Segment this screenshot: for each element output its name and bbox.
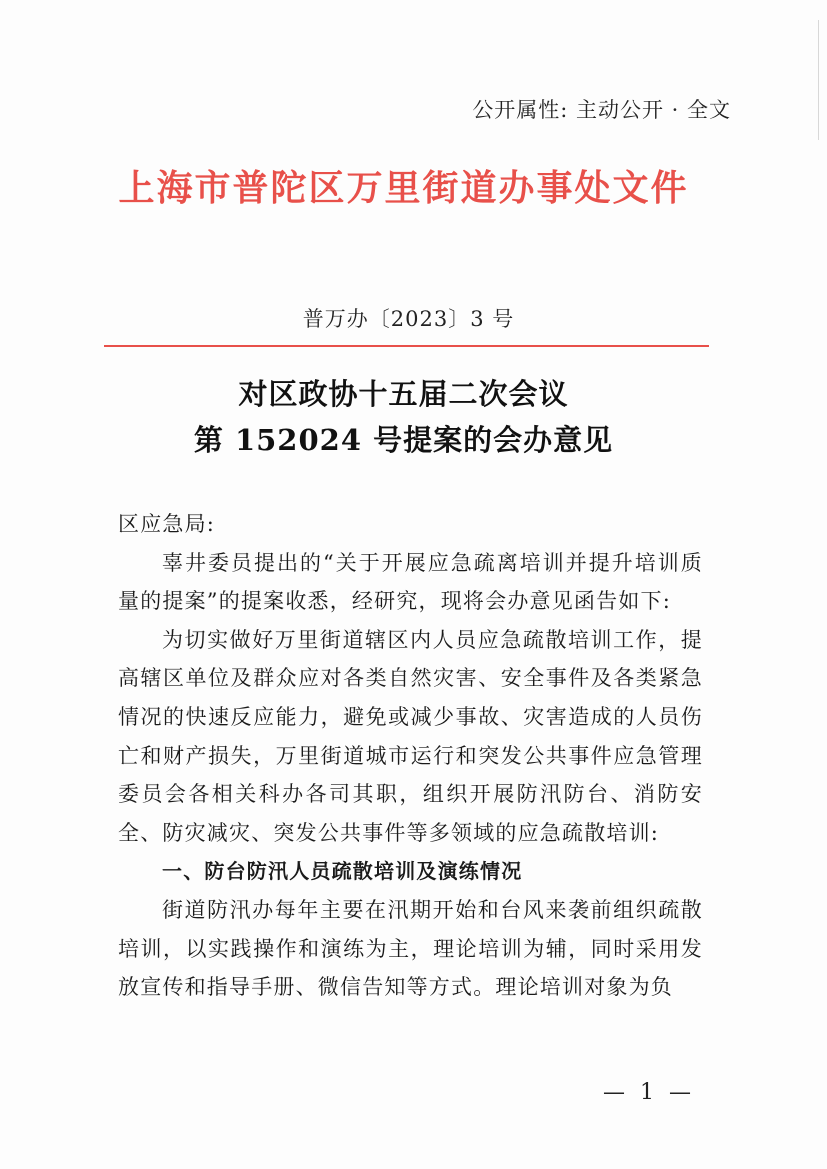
- paragraph-2: 为切实做好万里街道辖区内人员应急疏散培训工作，提高辖区单位及群众应对各类自然灾害、安全事件及各类紧急情况的快速反应能力，避免或减少事故、灾害造成的人员伤亡和财产损失，万里街道城市运行和突发公共事件应急管理委员会各相关科办各司其职，组织开展防汛防台、消防安全、防灾减灾、突发公共事件等多领域的应急疏散培训:: [118, 627, 703, 845]
- salutation: 区应急局:: [118, 512, 216, 536]
- document-title-line-1: 对区政协十五届二次会议: [238, 377, 569, 411]
- section-heading-1: 一、防台防汛人员疏散培训及演练情况: [162, 859, 523, 884]
- red-divider-line: [104, 345, 709, 347]
- paragraph-1: 辜井委员提出的“关于开展应急疏离培训并提升培训质量的提案”的提案收悉，经研究，现将会办意见函告如下:: [118, 550, 703, 614]
- page-number: — 1 —: [603, 1080, 695, 1105]
- document-number: 普万办〔2023〕3 号: [302, 307, 515, 331]
- scan-edge-mark: [818, 20, 819, 140]
- paragraph-3: 街道防汛办每年主要在汛期开始和台风来袭前组织疏散培训，以实践操作和演练为主，理论培训为辅，同时采用发放宣传和指导手册、微信告知等方式。理论培训对象为负: [118, 897, 703, 1000]
- document-title-line-2: 第 152024 号提案的会办意见: [193, 423, 614, 457]
- disclosure-attribute: 公开属性: 主动公开 · 全文: [472, 98, 731, 122]
- issuing-authority-header: 上海市普陀区万里街道办事处文件: [118, 167, 689, 209]
- document-body: [118, 505, 703, 1007]
